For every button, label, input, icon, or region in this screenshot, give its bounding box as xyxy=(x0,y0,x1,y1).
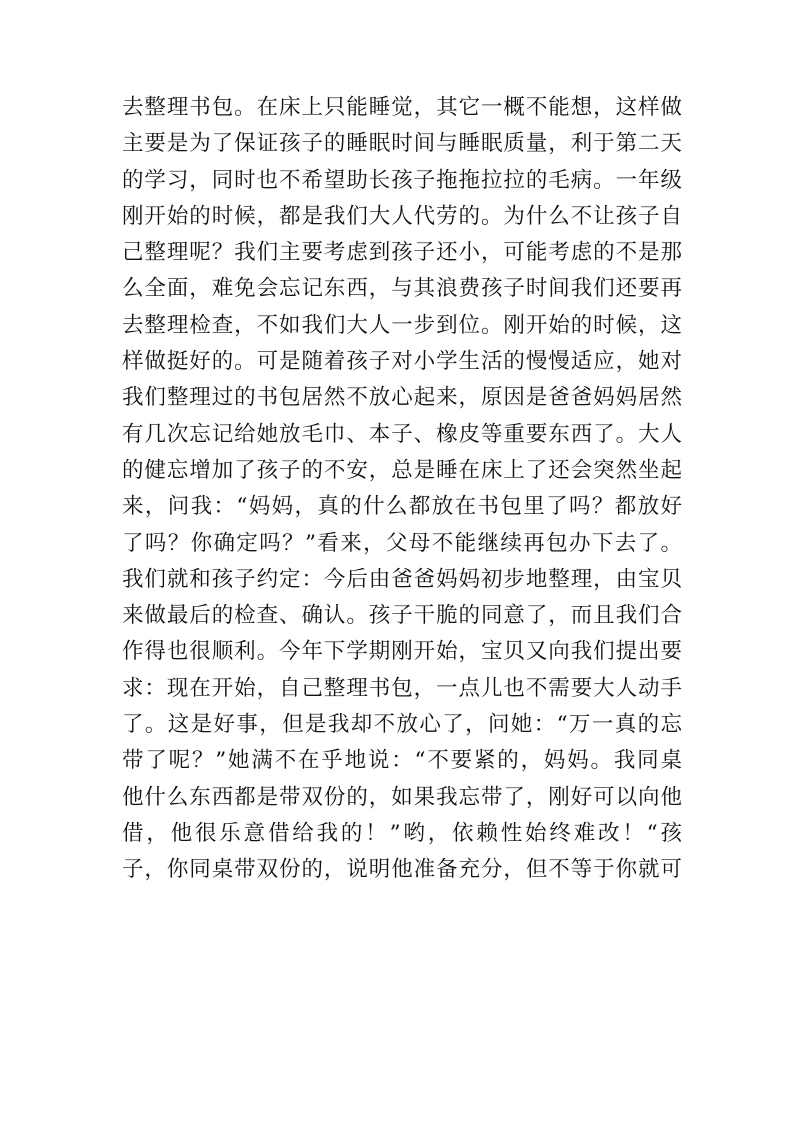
text-line: 了。这是好事，但是我却不放心了，问她：“万一真的忘 xyxy=(122,712,682,738)
text-line: 我们整理过的书包居然不放心起来，原因是爸爸妈妈居然 xyxy=(122,385,682,411)
text-line: 去整理检查，不如我们大人一步到位。刚开始的时候，这 xyxy=(122,312,682,338)
text-line: 作得也很顺利。今年下学期刚开始，宝贝又向我们提出要 xyxy=(122,639,682,665)
text-line: 去整理书包。在床上只能睡觉，其它一概不能想，这样做 xyxy=(122,95,682,120)
text-line: 的健忘增加了孩子的不安，总是睡在床上了还会突然坐起 xyxy=(122,457,682,483)
text-line: 己整理呢？我们主要考虑到孩子还小，可能考虑的不是那 xyxy=(122,240,682,266)
text-line: 的学习，同时也不希望助长孩子拖拖拉拉的毛病。一年级 xyxy=(122,167,682,193)
text-line: 带了呢？”她满不在乎地说：“不要紧的，妈妈。我同桌 xyxy=(122,748,682,774)
text-line: 刚开始的时候，都是我们大人代劳的。为什么不让孩子自 xyxy=(122,203,682,229)
text-line: 了吗？你确定吗？”看来，父母不能继续再包办下去了。 xyxy=(122,530,682,556)
text-line: 有几次忘记给她放毛巾、本子、橡皮等重要东西了。大人 xyxy=(122,421,682,447)
text-line: 样做挺好的。可是随着孩子对小学生活的慢慢适应，她对 xyxy=(122,349,682,375)
text-line: 我们就和孩子约定：今后由爸爸妈妈初步地整理，由宝贝 xyxy=(122,566,682,592)
text-line: 来，问我：“妈妈，真的什么都放在书包里了吗？都放好 xyxy=(122,494,682,520)
body-text xyxy=(122,90,682,889)
text-line: 来做最后的检查、确认。孩子干脆的同意了，而且我们合 xyxy=(122,603,682,629)
text-line: 求：现在开始，自己整理书包，一点儿也不需要大人动手 xyxy=(122,675,682,701)
text-line: 子，你同桌带双份的，说明他准备充分，但不等于你就可 xyxy=(122,857,682,883)
text-line: 借，他很乐意借给我的！”哟，依赖性始终难改！“孩 xyxy=(122,820,682,846)
text-line: 主要是为了保证孩子的睡眠时间与睡眠质量，利于第二天 xyxy=(122,131,682,157)
text-line: 他什么东西都是带双份的，如果我忘带了，刚好可以向他 xyxy=(122,784,682,810)
text-line: 么全面，难免会忘记东西，与其浪费孩子时间我们还要再 xyxy=(122,276,682,302)
